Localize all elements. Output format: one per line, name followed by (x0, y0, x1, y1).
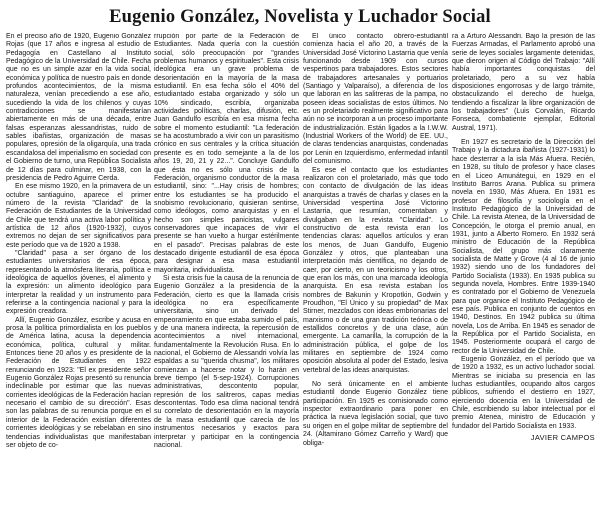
paragraph: Eugenio González, en el período que va de 1920 a 1932, es un activo luchador social. Mientras se iniciaba su presencia en las luchas estudiantiles, ocupando altos cargos públicos, sufriendo el destierro en 1927, ejerciendo docencia en la Universidad de Chile, escribiendo su labor intelectual por el premio Atenea, ministro de Educación y fundador del Partido Socialista en 1933. (452, 356, 595, 430)
paragraph: El único contacto obrero-estudiantil comienza hacia el año 20, a través de la Universidad José Victorino Lastarria que venía funcionando desde 1909 con cursos vespertinos para trabajadores. Estos sectores de trabajadores artesanales y portuarios (Santiago y Valparaíso), a diferencia de los que laboran en las salitreras de la pampa, no poseen ideas socialistas de estos últimos. No es un proletariado realmente significativo para aún no se incorporan a un proceso importante de industrialización. Están ligados a la I.W.W. (Industrial Workers of the World) de EE. UU., de claras tendencias anarquistas, condenadas por Lenin en Izquierdismo, enfermedad infantil del comunismo. (303, 33, 448, 166)
paragraph: En 1927 es secretario de la Dirección del Trabajo y la dictadura ibañista (1927-1931) lo hace desterrar a la isla Más Afuera. Recién, en 1928, su título de profesor y hace clases en el Liceo Amunátegui, en 1929 en el Instituto Barros Arana. Publica su primera novela en 1930, Más Afuera. En 1931 es profesor de filosofía y sociología en el Instituto Pedagógico de la Universidad de Chile. La revista Atenea, de la Universidad de Concepción, le otorga el premio anual, en 1931, junto a Alberto Romero. En 1932 será ministro de Educación de la República Socialista, del grupo más claramente socialista de Matte y Grove (4 al 16 de junio 1932) siendo uno de los fundadores del Partido Socialista (1933). En 1935 publica su segunda novela, Hombres. Entre 1939-1940 es contratado por el Gobierno de Venezuela para que organice el Instituto Pedagógico de ese país. Publica en conjunto de cuentos en 1940, Destinos. En 1942 publica su última novela, Los de Arriba. En 1945 es senador de la República por el Partido Socialista, en 1945. Posteriormente ocupará el cargo de rector de la Universidad de Chile. (452, 139, 595, 355)
article-column-4 (452, 33, 595, 518)
article-column-1 (6, 33, 151, 518)
paragraph: ra a Arturo Alessandri. Bajo la presión de las Fuerzas Armadas, el Parlamento aprobó una serie de leyes sociales largamente detenidas, que dieron origen al Código del Trabajo: "Allí había importantes conquistas del proletariado, pero a su vez había disposiciones engorrosas y de largo trámite, obstaculizando el derecho de huelga, tendiendo a fiscalizar la libre organización de los trabajadores" (Luis Corvalán, Ricardo Fonseca, combatiente ejemplar, Editorial Austral, 1971). (452, 33, 595, 132)
headline: Eugenio González, Novelista y Luchador Social (109, 7, 491, 27)
byline: JAVIER CAMPOS (530, 433, 595, 443)
paragraph: Allí, Eugenio González, escribe y acusa en prosa la política primordialista en los pueblos de América latina, acusa la dependencia económica, política, cultural y militar. Entonces tiene 20 años y es presidente de la Federación de Estudiantes en 1922 renunciando en 1923: "El ex presidente señor Eugenio González Rojas presentó su renuncia indeclinable por estimar que las nuevas corrientes ideológicas de la Federación hacían necesario el cambio de su dirección". Esas son las palabras de su renuncia porque en el interior de la Federación existían diferentes corrientes ideológicas y se rebelaban en sino tendencias individualistas que manifestaban ser objeto de co- (6, 316, 151, 449)
paragraph: Si esta crisis fue la causa de la renuncia de Eugenio González a la presidencia de la Federación, cierto es que la llamada crisis ideológica no era específicamente universitaria, sino un derivado del empeoramiento en que estaba sumido el país, y de una manera indirecta, la repercusión de acontecimientos a nivel internacional, fundamentalmente la Revolución Rusa. En lo nacional, el Gobierno de Alessandri volvía las espaldas a su "querida chusma", los militares comienzan a hacerse notar y lo harán en breve tiempo (el 5-sep-1924). Corrupciones administrativas, descontento popular, represión de los salitreros, capas medias descontentas. Todo esa clima nacional tendrá su correlato de desorientación en la mayoría de la masa estudiantil que carecía de los instrumentos necesarios y exactos para interpretar y participar en la contingencia nacional. (154, 274, 299, 449)
paragraph: En ese mismo 1920, en la primavera de un octubre santiaguino, aparece el primer número de la revista "Claridad" de la Federación de Estudiantes de la Universidad de Chile que tendrá una activa labor política y artística de 12 años (1920-1932), cuyos extremos no dejan de ser significativos para este período que va de 1920 a 1938. (6, 183, 151, 249)
paragraph: No será únicamente en el ambiente estudiantil donde Eugenio González tiene participación. En 1925 es comisionado como inspector extraordinario para poner en práctica la nueva legislación social, que tuvo su origen en el golpe militar de septiembre del 24. (Altamirano Gómez Carreño y Ward) que obliga- (303, 381, 448, 447)
article-column-2 (154, 33, 299, 518)
paragraph: Es ese el contacto que los estudiantes realizaron con el proletariado, más que todo con contacto de divulgación de las ideas anarquistas a través de charlas y clases en la Universidad vespertina José Victorino Lastarria, que resumían, comentaban y divulgaban en la revista "Claridad". Lo constructivo de esta revista eran los tendencias claras: aquellos artículos y eran los menos, de Juan Gandulfo, Eugenio González y otros, que planteaban una interpretación más científica, no dejando de caer, por cierto, en un teoricismo y los otros, que eran los más, con una marcada ideología anarquista. En esa revista estaban los nombres de Bakunin y Kropotkin, Godwin y Proudhon, "El Único y su propiedad" de Max Stirner, mezclados con ideas embrionarias del marxismo o de una gran tradición teórica o de estallidos concretos y de una clase, aún emergente. La camarilla, la corrupción de la administración pública, el golpe de los militares en septiembre de 1924 como oposición absoluta al poder del Estado, lesiva vertebral de las ideas anarquistas. (303, 166, 448, 374)
article-column-3 (303, 33, 448, 518)
paragraph: En el preciso año de 1920, Eugenio González Rojas (que 17 años e ingresa al estudio de Pedagogía en Castellano al Instituto Pedagógico de la Universidad de Chile. Fecha que no es un simple azar en la vida social, económica y política de nuestro país en donde profundos acontecimientos, de la misma naturaleza, venían precediendo a ese año, sucediendo la vida de los chilenos y cuyas contradicciones se manifestarían abiertamente en más de una década, entre falsas esperanzas alessandristas, ruido de sables ibañistas, organización de masas populares, opresión de la oligarquía, una trada escandalosa del imperialismo en sociedad con el Gobierno de turno, una República Socialista de 12 días para culminar, en 1938, con la presidencia de Pedro Aguirre Cerda. (6, 33, 151, 182)
paragraph: "Claridad" pasa a ser órgano de los estudiantes universitarios de esa época, representando la atmósfera literaria, política e ideológica de aquellos jóvenes, el alimento y la expresión: un alimento ideológico para interpretar la realidad y un instrumento para referirse a la contingencia nacional y para la expresión creadora. (6, 249, 151, 316)
paragraph: rrupción por parte de la Federación de Estudiantes. Nada quería con la cuestión social, sólo preocupación por "grandes problemas humanos y espirituales". Esta crisis ideológica era un grave problema de desorientación en la mayoría de la masa estudiantil. En esa fecha sólo el 40% del estudiantado estaba organizado y sólo un 10% sindicado, escribía, organizaba actividades políticas, charlas, difusión, etc. Juan Gandulfo escribía en esa misma fecha sobre el momento estudiantil: "La federación se ha acostumbrado a vivir con un parasitismo crónico en sus centrales y la crítica situación presente es en todo semejante a la de los años 19, 20, 21 y 22...". Concluye Gandulfo que ésta no es sólo una crisis de la Federación, organismo conductor de la masa estudiantil, sino: "...Hay crisis de hombres; entre los estudiantes se ha producido el snobismo revolucionario, quisieran sentirse, como ideólogos, como anarquistas y en el hecho son simples panicistas, vulgares conservadores que incapaces de vivir el presente se han vuelto a hurgar estérilmente en el pasado". Precisas palabras de este destacado dirigente estudiantil de esa época para designar a esa masa estudiantil mayoritaria, individualista. (154, 33, 299, 274)
